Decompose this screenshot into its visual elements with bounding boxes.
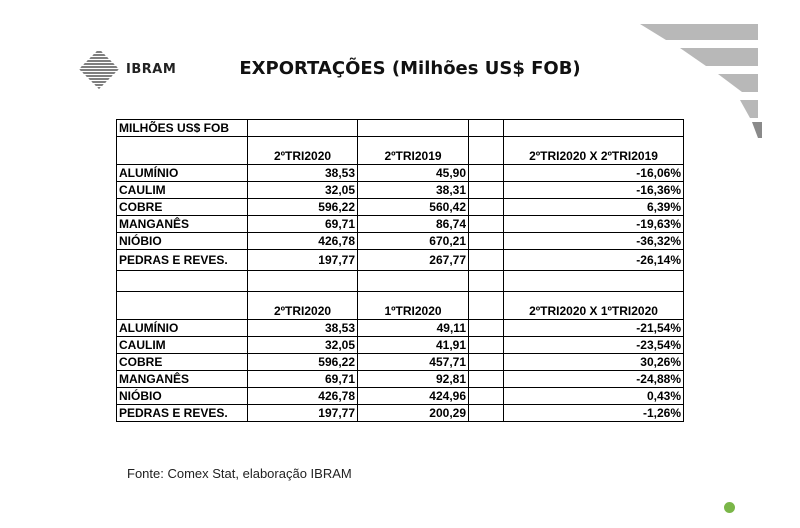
col-header-a: 2ºTRI2020 xyxy=(248,292,358,320)
value-change: 6,39% xyxy=(504,199,684,216)
table-row xyxy=(117,337,684,354)
table-header-row xyxy=(117,137,684,165)
table-row xyxy=(117,405,684,422)
green-dot-icon xyxy=(724,502,735,513)
value-a: 32,05 xyxy=(248,182,358,199)
value-b: 38,31 xyxy=(358,182,469,199)
value-b: 45,90 xyxy=(358,165,469,182)
row-label: CAULIM xyxy=(117,182,248,199)
col-header-change: 2ºTRI2020 X 2ºTRI2019 xyxy=(504,137,684,165)
value-b: 41,91 xyxy=(358,337,469,354)
value-b: 49,11 xyxy=(358,320,469,337)
value-b: 457,71 xyxy=(358,354,469,371)
value-a: 69,71 xyxy=(248,216,358,233)
value-a: 69,71 xyxy=(248,371,358,388)
value-a: 426,78 xyxy=(248,388,358,405)
value-a: 426,78 xyxy=(248,233,358,250)
table-row xyxy=(117,250,684,271)
page-title: EXPORTAÇÕES (Milhões US$ FOB) xyxy=(239,58,581,79)
col-header-a: 2ºTRI2020 xyxy=(248,137,358,165)
value-a: 596,22 xyxy=(248,199,358,216)
value-change: 30,26% xyxy=(504,354,684,371)
table-row xyxy=(117,320,684,337)
value-b: 670,21 xyxy=(358,233,469,250)
value-change: -36,32% xyxy=(504,233,684,250)
row-label: PEDRAS E REVES. xyxy=(117,405,248,422)
row-label: COBRE xyxy=(117,199,248,216)
source-note: Fonte: Comex Stat, elaboração IBRAM xyxy=(127,466,352,481)
value-change: -23,54% xyxy=(504,337,684,354)
unit-label: MILHÕES US$ FOB xyxy=(117,120,248,137)
value-change: -16,36% xyxy=(504,182,684,199)
table-row xyxy=(117,182,684,199)
value-b: 200,29 xyxy=(358,405,469,422)
value-change: -26,14% xyxy=(504,250,684,271)
row-label: ALUMÍNIO xyxy=(117,165,248,182)
table-row xyxy=(117,120,684,137)
logo-text: IBRAM xyxy=(126,62,177,77)
value-change: 0,43% xyxy=(504,388,684,405)
value-change: -1,26% xyxy=(504,405,684,422)
value-b: 86,74 xyxy=(358,216,469,233)
value-change: -24,88% xyxy=(504,371,684,388)
row-label: ALUMÍNIO xyxy=(117,320,248,337)
value-change: -16,06% xyxy=(504,165,684,182)
table-row xyxy=(117,388,684,405)
value-change: -21,54% xyxy=(504,320,684,337)
row-label: MANGANÊS xyxy=(117,371,248,388)
value-a: 38,53 xyxy=(248,165,358,182)
value-b: 92,81 xyxy=(358,371,469,388)
row-label: COBRE xyxy=(117,354,248,371)
col-header-b: 1ºTRI2020 xyxy=(358,292,469,320)
table-row xyxy=(117,199,684,216)
row-label: PEDRAS E REVES. xyxy=(117,250,248,271)
value-a: 596,22 xyxy=(248,354,358,371)
table-row xyxy=(117,354,684,371)
col-header-change: 2ºTRI2020 X 1ºTRI2020 xyxy=(504,292,684,320)
col-header-b: 2ºTRI2019 xyxy=(358,137,469,165)
value-a: 38,53 xyxy=(248,320,358,337)
row-label: MANGANÊS xyxy=(117,216,248,233)
exports-table xyxy=(116,119,684,422)
value-b: 267,77 xyxy=(358,250,469,271)
table-header-row xyxy=(117,292,684,320)
table-spacer-row xyxy=(117,271,684,292)
table-row xyxy=(117,233,684,250)
row-label: NIÓBIO xyxy=(117,388,248,405)
value-change: -19,63% xyxy=(504,216,684,233)
value-b: 424,96 xyxy=(358,388,469,405)
table-row xyxy=(117,165,684,182)
table-row xyxy=(117,216,684,233)
value-a: 32,05 xyxy=(248,337,358,354)
row-label: NIÓBIO xyxy=(117,233,248,250)
row-label: CAULIM xyxy=(117,337,248,354)
value-b: 560,42 xyxy=(358,199,469,216)
value-a: 197,77 xyxy=(248,250,358,271)
table-row xyxy=(117,371,684,388)
value-a: 197,77 xyxy=(248,405,358,422)
